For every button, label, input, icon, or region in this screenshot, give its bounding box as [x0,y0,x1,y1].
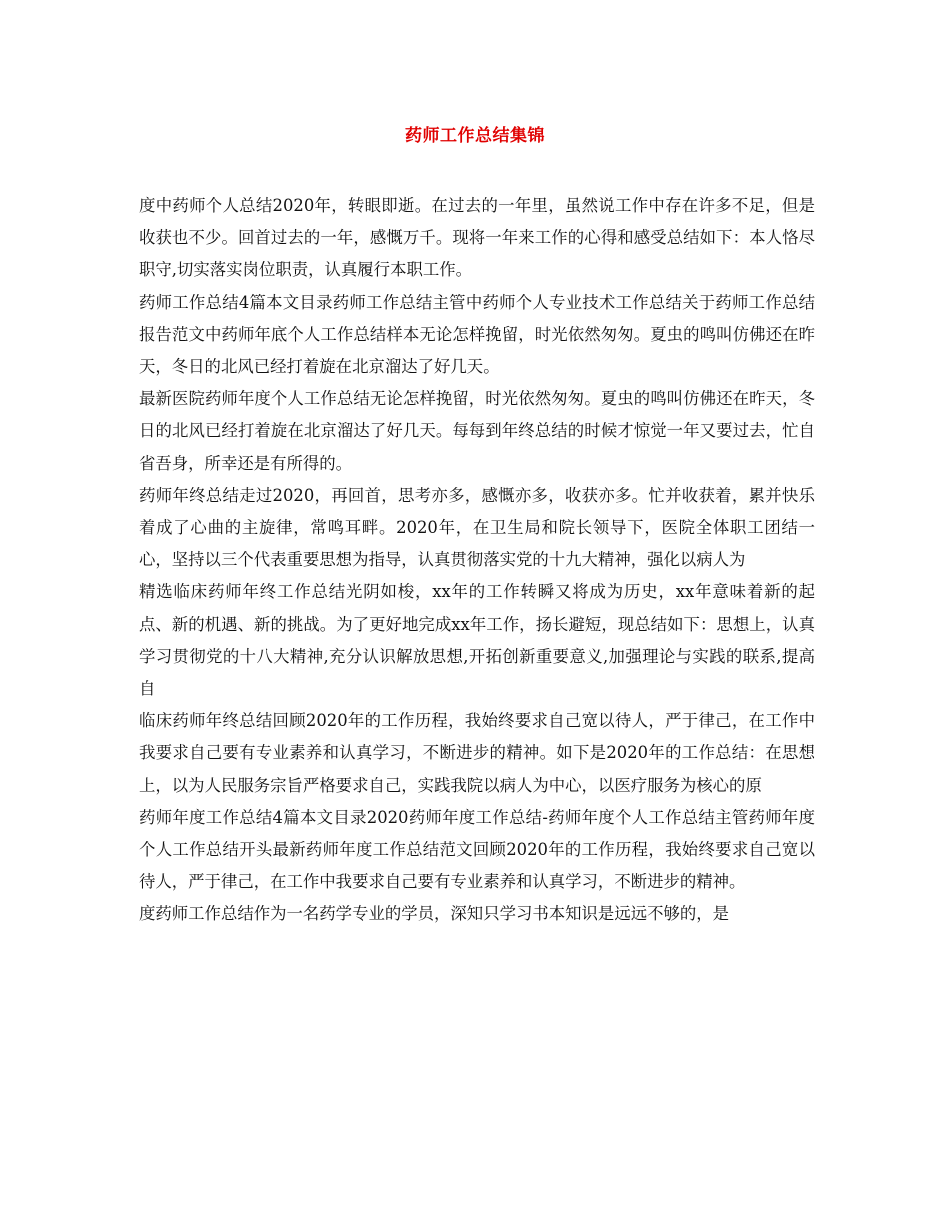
paragraph: 最新医院药师年度个人工作总结无论怎样挽留，时光依然匆匆。夏虫的鸣叫仿佛还在昨天，冬日的北风已经打着旋在北京溜达了好几天。每每到年终总结的时候才惊觉一年又要过去，忙自省吾身，所幸还是有所得的。 [139,389,815,473]
paragraph: 度药师工作总结作为一名药学专业的学员，深知只学习书本知识是远远不够的，是 [139,904,730,924]
paragraph: 临床药师年终总结回顾2020年的工作历程，我始终要求自己宽以待人，严于律己，在工作中我要求自己要有专业素养和认真学习，不断进步的精神。如下是2020年的工作总结：在思想上，以为人民服务宗旨严格要求自己，实践我院以病人为中心，以医疗服务为核心的原 [139,711,815,795]
paragraph: 药师年度工作总结4篇本文目录2020药师年度工作总结-药师年度个人工作总结主管药师年度个人工作总结开头最新药师年度工作总结范文回顾2020年的工作历程，我始终要求自己宽以待人，严于律己，在工作中我要求自己要有专业素养和认真学习，不断进步的精神。 [139,807,815,892]
document-title: 药师工作总结集锦 [405,126,545,146]
document-body [139,190,815,931]
paragraph: 药师年终总结走过2020，再回首，思考亦多，感慨亦多，收获亦多。忙并收获着，累并快乐着成了心曲的主旋律，常鸣耳畔。2020年，在卫生局和院长领导下，医院全体职工团结一心，坚持以三个代表重要思想为指导，认真贯彻落实党的十九大精神，强化以病人为 [139,485,815,570]
paragraph: 药师工作总结4篇本文目录药师工作总结主管中药师个人专业技术工作总结关于药师工作总结报告范文中药师年底个人工作总结样本无论怎样挽留，时光依然匆匆。夏虫的鸣叫仿佛还在昨天，冬日的北风已经打着旋在北京溜达了好几天。 [139,292,815,377]
paragraph: 精选临床药师年终工作总结光阴如梭，xx年的工作转瞬又将成为历史，xx年意味着新的起点、新的机遇、新的挑战。为了更好地完成xx年工作，扬长避短，现总结如下：思想上，认真学习贯彻党的十八大精神,充分认识解放思想,开拓创新重要意义,加强理论与实践的联系,提高自 [139,582,815,699]
paragraph: 度中药师个人总结2020年，转眼即逝。在过去的一年里，虽然说工作中存在许多不足，但是收获也不少。回首过去的一年，感慨万千。现将一年来工作的心得和感受总结如下：本人恪尽职守,切实落实岗位职责，认真履行本职工作。 [139,196,815,280]
